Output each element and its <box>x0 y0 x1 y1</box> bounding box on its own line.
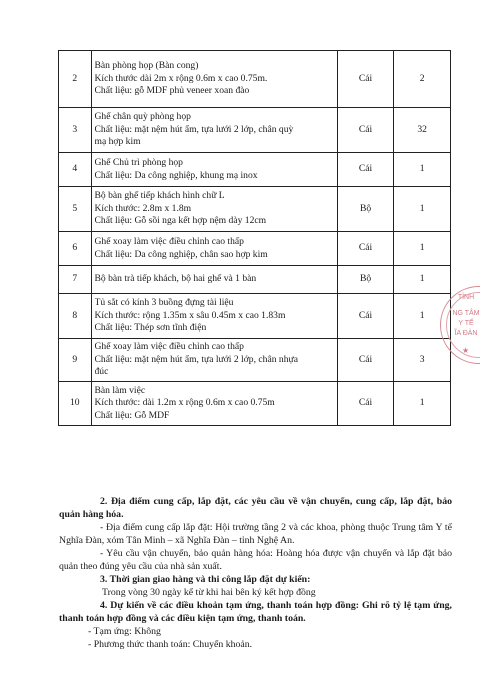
row-quantity: 1 <box>394 232 451 266</box>
description-line: Kích thước: dài 1.2m x rộng 0.6m x cao 0.75m <box>94 397 275 409</box>
row-number: 3 <box>59 108 92 153</box>
equipment-table-body <box>59 51 451 426</box>
description-line: Bộ bàn trà tiếp khách, bộ hai ghế và 1 bàn <box>94 273 257 285</box>
row-unit: Cái <box>337 339 393 382</box>
row-description <box>91 232 337 266</box>
equipment-table <box>58 50 451 426</box>
table-row <box>59 51 451 108</box>
table-row <box>59 153 451 187</box>
red-seal-stamp <box>440 286 480 366</box>
description-line: Chất liệu: mặt nệm hút ẩm, tựa lưới 2 lớp, chân quỳ <box>94 123 294 135</box>
description-line: Chất liệu: Da công nghiệp, chân sao hợp kim <box>94 248 268 260</box>
row-quantity: 32 <box>394 108 451 153</box>
row-number: 6 <box>59 232 92 266</box>
row-number: 5 <box>59 187 92 232</box>
row-quantity: 1 <box>394 187 451 232</box>
row-unit: Cái <box>337 51 393 108</box>
description-line: Chất liệu: Thép sơn tĩnh điện <box>94 322 207 334</box>
description-line: Bàn phòng họp (Bàn cong) <box>94 60 199 72</box>
description-line: Chất liệu: gỗ MDF phủ veneer xoan đào <box>94 85 250 97</box>
row-quantity: 1 <box>394 153 451 187</box>
row-unit: Cái <box>337 382 393 426</box>
stamp-star-icon: ★ <box>462 346 470 355</box>
description-line: đúc <box>94 366 109 378</box>
description-line: Kích thước dài 2m x rộng 0.6m x cao 0.75m. <box>94 72 268 84</box>
row-unit: Cái <box>337 232 393 266</box>
row-description <box>91 339 337 382</box>
table-row <box>59 108 451 153</box>
row-description <box>91 153 337 187</box>
document-sections <box>59 495 452 651</box>
table-row <box>59 339 451 382</box>
stamp-text-2: NG TÂM <box>452 310 480 317</box>
row-quantity: 3 <box>394 339 451 382</box>
description-line: Ghế chân quỳ phòng họp <box>94 111 191 123</box>
row-unit: Bộ <box>337 187 393 232</box>
row-description <box>91 382 337 426</box>
description-line: Bàn làm việc <box>94 384 146 396</box>
section-2-item-2: - Yêu cầu vận chuyển, bảo quản hàng hóa: Hoàng hóa được vận chuyển và lắp đặt bảo quản theo đúng yêu cầu của nhà sản xuất. <box>59 548 452 572</box>
section-2-heading: 2. Địa điểm cung cấp, lắp đặt, các yêu cầu về vận chuyển, cung cấp, lắp đặt, bảo quản hàng hóa. <box>59 496 452 520</box>
row-unit: Cái <box>337 153 393 187</box>
row-description <box>91 294 337 339</box>
stamp-text-1: TỈNH <box>457 294 475 301</box>
section-3-heading: 3. Thời gian giao hàng và thi công lắp đặt dự kiến: <box>100 574 311 585</box>
table-row <box>59 232 451 266</box>
table-row <box>59 187 451 232</box>
row-number: 2 <box>59 51 92 108</box>
row-number: 7 <box>59 266 92 294</box>
description-line: Chất liệu: Gỗ MDF <box>94 409 170 421</box>
row-unit: Cái <box>337 294 393 339</box>
row-description <box>91 51 337 108</box>
table-row <box>59 294 451 339</box>
description-line: Bộ bàn ghế tiếp khách hình chữ L <box>94 190 225 202</box>
stamp-text-4: ĨA ĐÀN <box>454 330 478 337</box>
description-line: mạ hợp kim <box>94 136 141 148</box>
description-line: Tủ sắt có kính 3 buồng đựng tài liệu <box>94 297 234 309</box>
row-quantity: 1 <box>394 382 451 426</box>
description-line: Chất liệu: mặt nệm hút ẩm, tựa lưới 2 lớp, chân nhựa <box>94 353 298 365</box>
row-description <box>91 187 337 232</box>
row-number: 8 <box>59 294 92 339</box>
row-description <box>91 266 337 294</box>
description-line: Chất liệu: Gỗ sồi nga kết hợp nệm dày 12cm <box>94 215 267 227</box>
row-quantity: 1 <box>394 294 451 339</box>
section-3-item-1: Trong vòng 30 ngày kể từ khi hai bên ký kết hợp đồng <box>102 587 316 598</box>
row-unit: Bộ <box>337 266 393 294</box>
row-number: 10 <box>59 382 92 426</box>
row-quantity: 2 <box>394 51 451 108</box>
description-line: Kích thước: rộng 1.35m x sâu 0.45m x cao 1.83m <box>94 309 286 321</box>
description-line: Ghế xoay làm việc điều chỉnh cao thấp <box>94 341 244 353</box>
stamp-text-3: Y TẾ <box>458 320 474 327</box>
section-4-item-2: - Phương thức thanh toán: Chuyển khoản. <box>88 639 253 650</box>
description-line: Chất liệu: Da công nghiệp, khung mạ inox <box>94 169 258 181</box>
section-4-item-1: - Tạm ứng: Không <box>88 626 161 637</box>
table-row <box>59 266 451 294</box>
description-line: Kích thước: 2.8m x 1.8m <box>94 202 192 214</box>
section-4-heading: 4. Dự kiến về các điều khoản tạm ứng, thanh toán hợp đồng: Ghi rõ tỷ lệ tạm ứng, thanh toán hợp đồng và các điều kiện tạm ứng, thanh toán. <box>59 600 452 624</box>
row-unit: Cái <box>337 108 393 153</box>
table-row <box>59 382 451 426</box>
row-number: 9 <box>59 339 92 382</box>
row-quantity: 1 <box>394 266 451 294</box>
description-line: Ghế Chủ trì phòng họp <box>94 156 183 168</box>
row-description <box>91 108 337 153</box>
description-line: Ghế xoay làm việc điều chỉnh cao thấp <box>94 235 244 247</box>
section-2-item-1: - Địa điểm cung cấp lắp đặt: Hội trường tầng 2 và các khoa, phòng thuộc Trung tâm Y tế Nghĩa Đàn, xóm Tân Minh – xã Nghĩa Đàn – tỉnh Nghệ An. <box>59 522 452 546</box>
row-number: 4 <box>59 153 92 187</box>
